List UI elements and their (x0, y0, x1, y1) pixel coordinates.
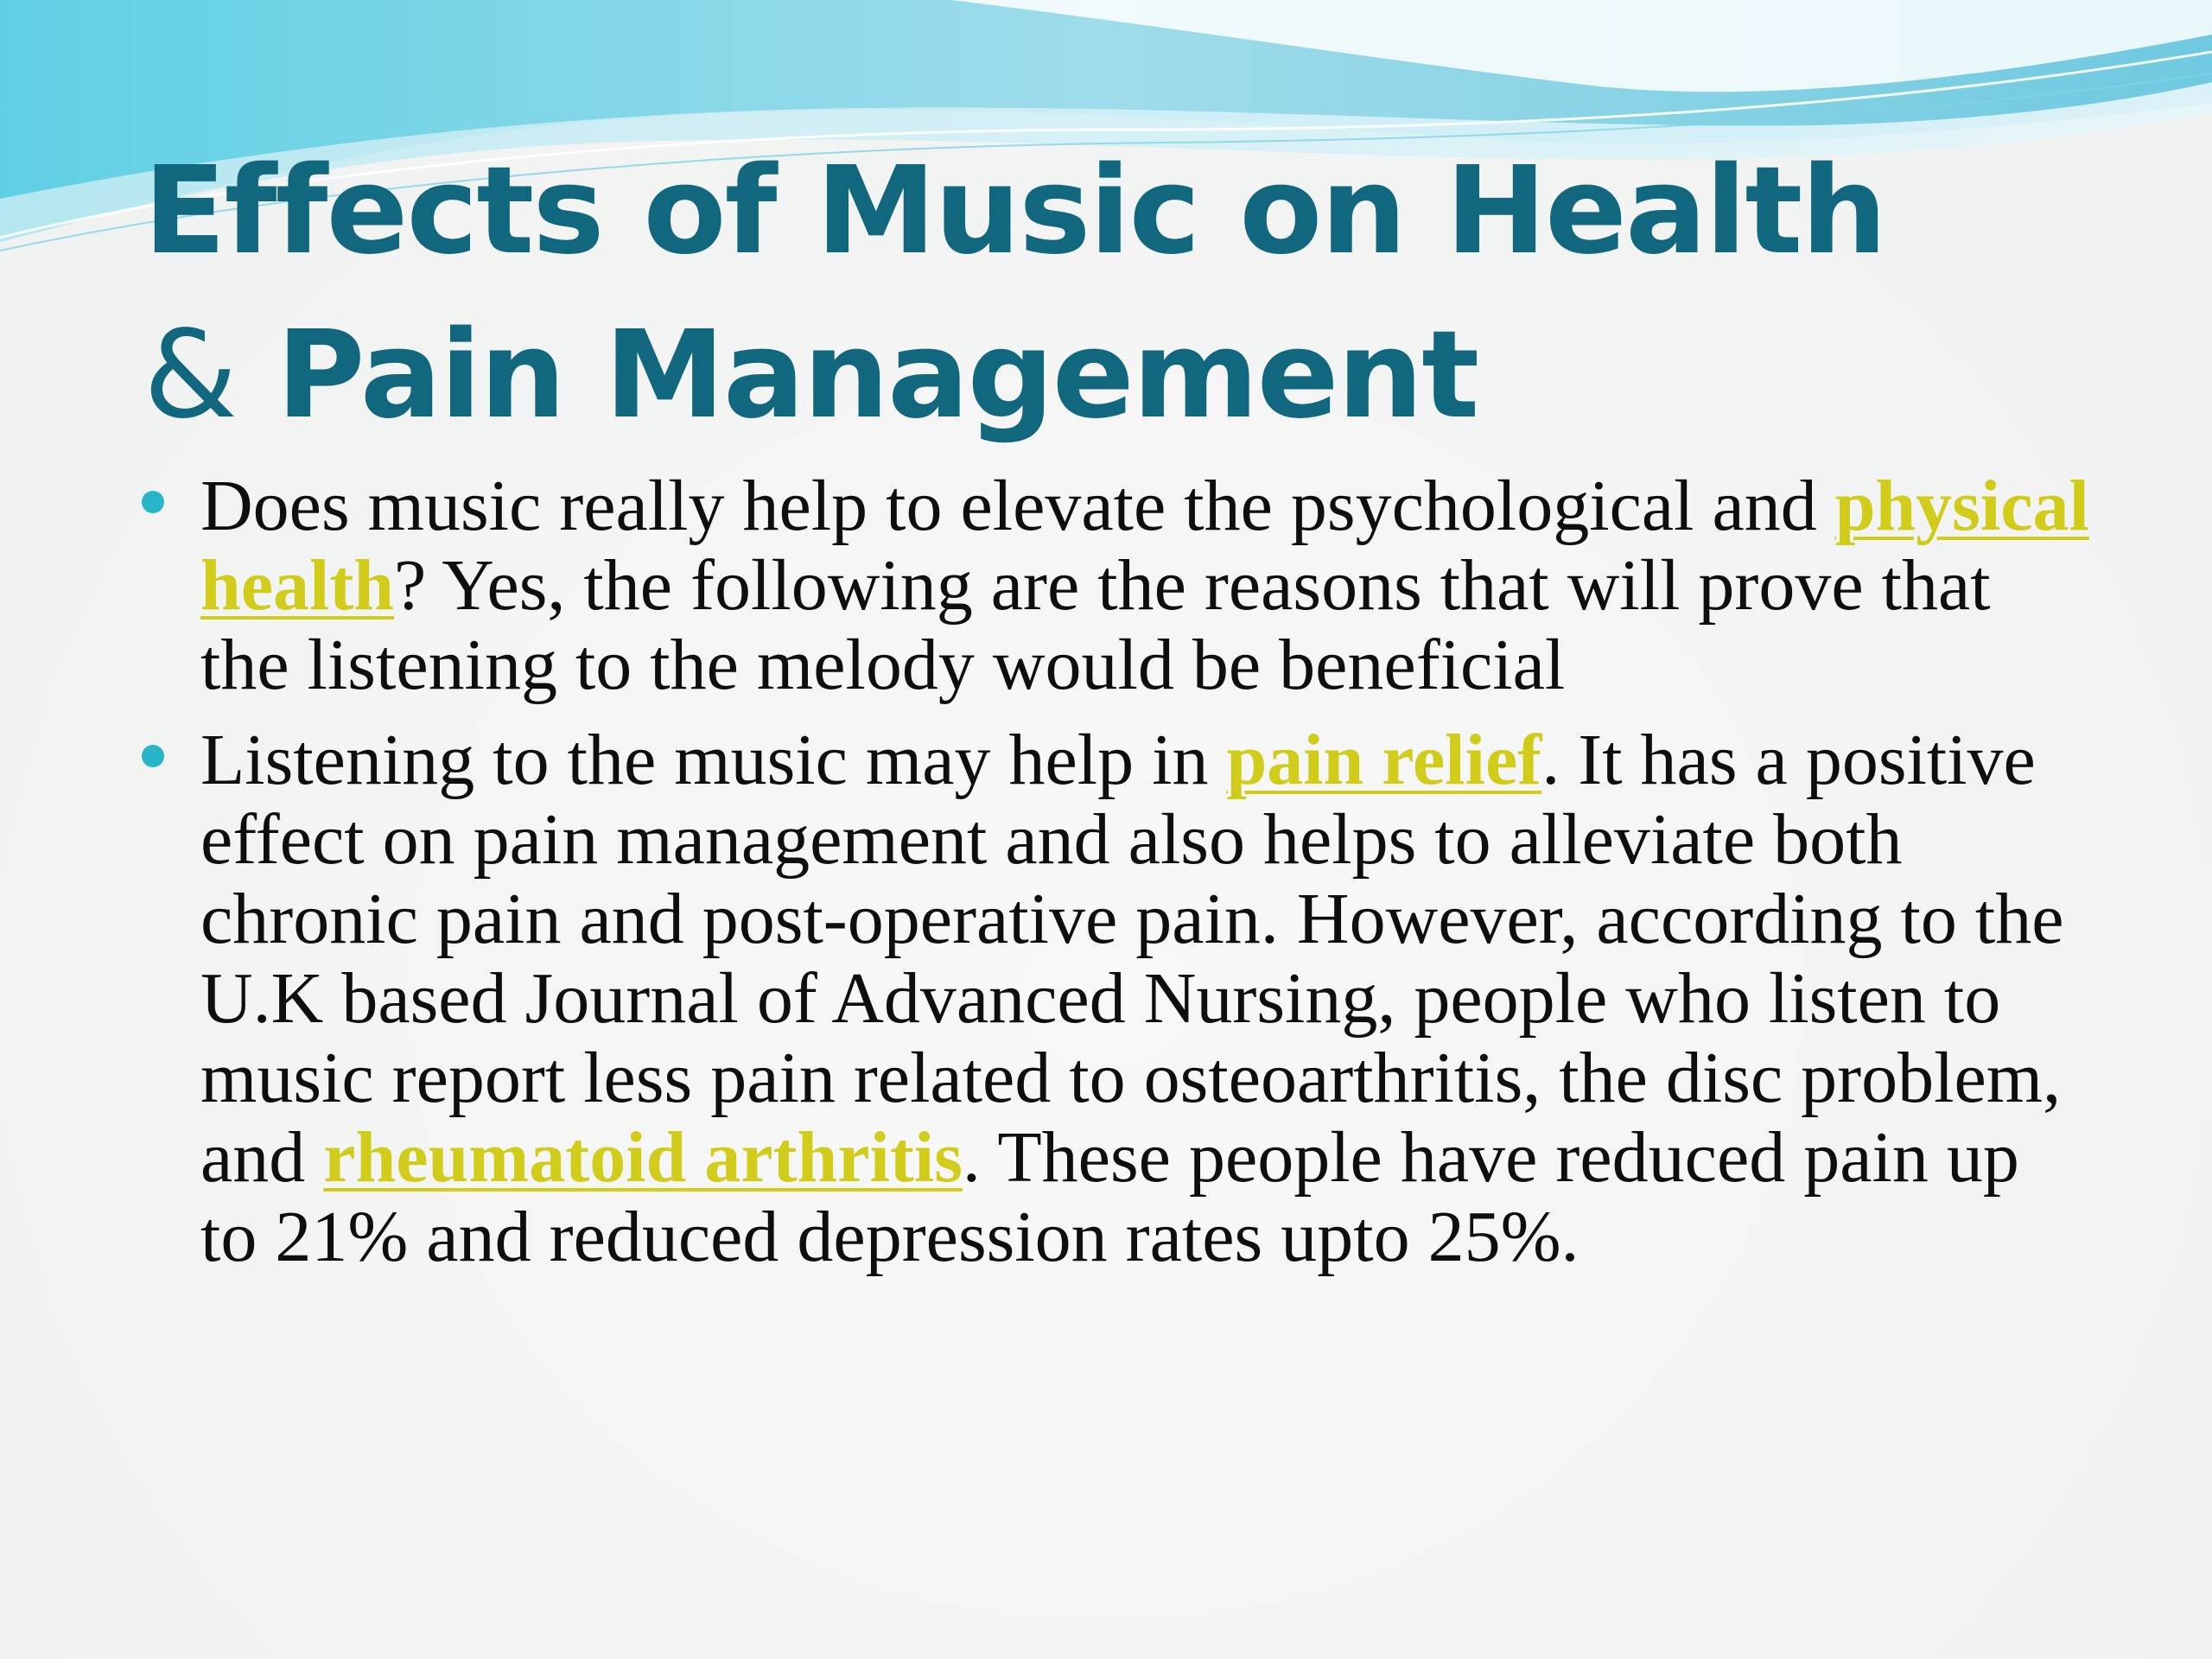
bullet-item-2 (138, 721, 2091, 1277)
bullet-1-text-before: Does music really help to elevate the psychological and (200, 466, 1835, 546)
slide-title (143, 130, 1885, 458)
bullet-2-text-after: . These people have reduced pain up to 21% and reduced depression rates upto 25%. (200, 1117, 2019, 1277)
bullet-list (138, 467, 2091, 1293)
bullet-2-text-middle: . It has a positive effect on pain management and also helps to alleviate both chronic pain and post-operative pain. However, according to the U.K based Journal of Advanced Nursing, people who listen to music report less pain related to osteoarthritis, the disc problem, and (200, 720, 2064, 1198)
link-physical-health[interactable]: physical health (200, 466, 2089, 626)
title-line-1: Effects of Music on Health (143, 141, 1886, 282)
bullet-dot-icon (142, 491, 164, 513)
title-line-2: Pain Management (276, 305, 1478, 446)
link-rheumatoid-arthritis[interactable]: rheumatoid arthritis (323, 1117, 963, 1198)
link-pain-relief[interactable]: pain relief (1226, 720, 1542, 800)
bullet-dot-icon (142, 745, 164, 767)
title-ampersand: & (143, 305, 237, 446)
bullet-1-text-after: ? Yes, the following are the reasons that will prove that the listening to the melody would be beneficial (200, 545, 1991, 705)
bullet-item-1 (138, 467, 2091, 705)
bullet-2-text-before: Listening to the music may help in (200, 720, 1227, 800)
